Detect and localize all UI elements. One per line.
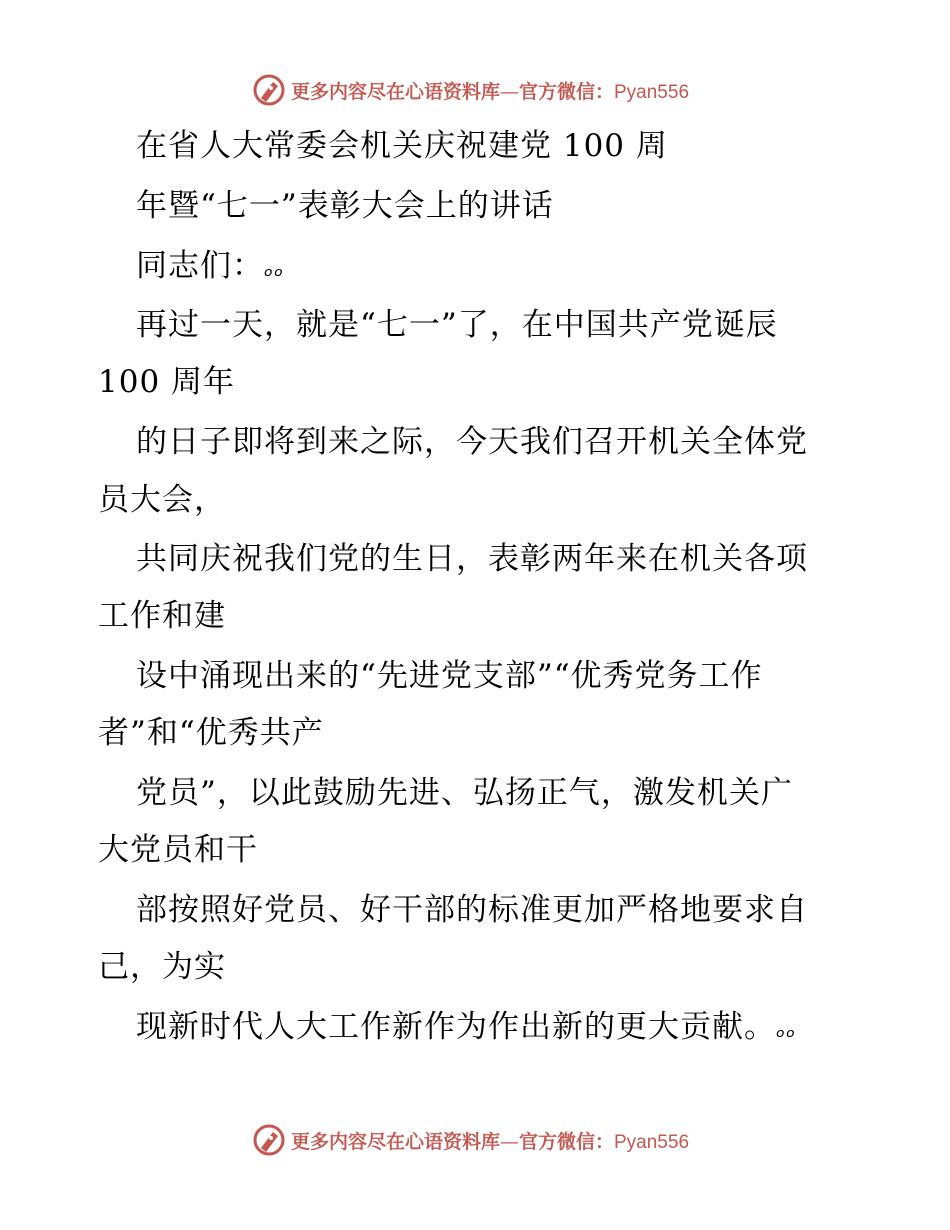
body-line: 者”和“优秀共产 (98, 715, 324, 751)
watermark-suffix: 官方微信： (518, 80, 614, 103)
body-line: 己，为实 (98, 949, 226, 985)
watermark-separator: — (499, 80, 519, 103)
footer-watermark (0, 1120, 950, 1160)
body-line: 再过一天，就是“七一”了，在中国共产党诞辰 (136, 307, 778, 343)
body-line: 党员”，以此鼓励先进、弘扬正气，激发机关广 (136, 775, 793, 811)
watermark-text: 更多内容尽在心语资料库 (290, 1130, 500, 1153)
watermark-suffix: 官方微信： (518, 1130, 614, 1153)
document-title-line-2: 年暨“七一”表彰大会上的讲话 (136, 188, 554, 224)
salutation (136, 246, 284, 290)
document-title-line-1: 在省人大常委会机关庆祝建党 100 周 (136, 128, 668, 164)
paragraph-mark: ₒₒ (264, 257, 285, 282)
body-line: 的日子即将到来之际，今天我们召开机关全体党 (136, 424, 808, 460)
body-line: 员大会， (98, 482, 226, 518)
body-line: 100 周年 (98, 364, 236, 400)
body-line: 设中涌现出来的“先进党支部”“优秀党务工作 (136, 658, 763, 694)
pen-nib-icon (251, 1122, 287, 1158)
body-line-last (136, 1007, 796, 1051)
body-line: 共同庆祝我们党的生日，表彰两年来在机关各项 (136, 541, 808, 577)
salutation-text: 同志们： (136, 248, 264, 284)
watermark-text: 更多内容尽在心语资料库 (290, 80, 500, 103)
watermark-separator: — (499, 1130, 519, 1153)
body-line: 部按照好党员、好干部的标准更加严格地要求自 (136, 892, 808, 928)
body-line: 工作和建 (98, 598, 226, 634)
pen-nib-icon (251, 72, 287, 108)
body-line: 现新时代人大工作新作为作出新的更大贡献。 (136, 1009, 776, 1045)
paragraph-mark: ₒₒ (776, 1018, 797, 1043)
body-line: 大党员和干 (98, 832, 258, 868)
watermark-id: Pyan556 (614, 1131, 690, 1153)
header-watermark (0, 70, 950, 110)
watermark-id: Pyan556 (614, 81, 690, 103)
